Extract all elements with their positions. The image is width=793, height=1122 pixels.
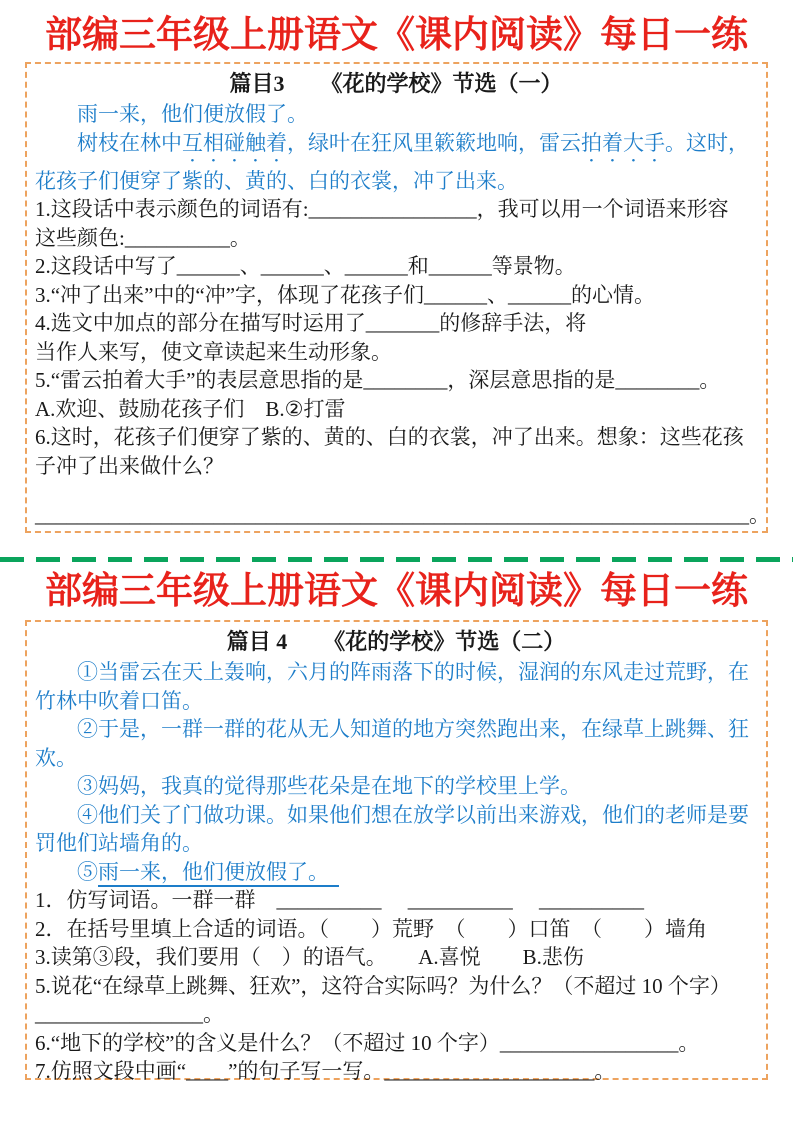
section2-passage-paragraph-4: ④他们关了门做功课。如果他们想在放学以前出来游戏，他们的老师是要罚他们站墙角的。 — [35, 802, 749, 855]
passage-text: 雨一来，他们便放假了。 — [77, 102, 308, 126]
question-4-line-1: 4.选文中加点的部分在描写时运用了_______的修辞手法，将 — [35, 311, 587, 335]
question-3: 3.“冲了出来”中的“冲”字，体现了花孩子们______、______的心情。 — [35, 282, 656, 307]
section1-number: 篇目3 — [229, 71, 285, 96]
question-6: 6.“地下的学校”的含义是什么？（不超过 10 个字）_________________。 — [35, 1030, 700, 1055]
section2-title: 《花的学校》节选（二） — [323, 629, 566, 654]
worksheet-title-bottom: 部编三年级上册语文《课内阅读》每日一练 — [45, 571, 748, 612]
question-4-line-2: 当作人来写，使文章读起来生动形象。 — [35, 339, 392, 364]
section1-box — [25, 62, 768, 533]
passage-text: 。这时，花孩子们便穿了紫的、黄的、白的衣裳，冲了出来。 — [35, 130, 749, 193]
section2-number: 篇目 4 — [226, 629, 288, 654]
section2-heading — [35, 626, 757, 658]
question-5-line-2: ________________。 — [35, 1002, 224, 1026]
question-7: 7.仿照文段中画“____”的句子写一写。____________________。 — [35, 1059, 616, 1083]
worksheet-title-top: 部编三年级上册语文《课内阅读》每日一练 — [45, 15, 748, 56]
section2-passage-paragraph-1: ①当雷云在天上轰响，六月的阵雨落下的时候，湿润的东风走过荒野，在竹林中吹着口笛。 — [35, 660, 749, 713]
question-3: 3.读第③段，我们要用（ ）的语气。 A.喜悦 B.悲伤 — [35, 945, 584, 969]
section2-passage-paragraph-5 — [35, 858, 757, 887]
emphasis-dotted-text: 拍着大手 — [581, 130, 665, 155]
passage-text: 树枝在林中 — [77, 130, 182, 155]
question-1: 1．仿写词语。一群一群 __________ __________ __________ — [35, 888, 644, 912]
question-5-line-1: 5.说花“在绿草上跳舞、狂欢”，这符合实际吗？为什么？（不超过 10 个字） — [35, 973, 731, 998]
question-6-line-1: 6.这时，花孩子们便穿了紫的、黄的、白的衣裳，冲了出来。想象：这些花孩 — [35, 425, 744, 449]
question-5: 5.“雷云拍着大手”的表层意思指的是________，深层意思指的是________。 — [35, 368, 721, 392]
question-6-line-2: 子冲了出来做什么？ — [35, 453, 224, 478]
question-2: 2.这段话中写了______、______、______和______等景物。 — [35, 254, 576, 278]
section-divider — [0, 557, 793, 562]
section1-passage-line-2 — [35, 129, 757, 196]
question-1-line-2: 这些颜色:__________。 — [35, 225, 251, 250]
section1-title: 《花的学校》节选（一） — [320, 71, 563, 96]
section2-passage-paragraph-2: ②于是，一群一群的花从无人知道的地方突然跑出来，在绿草上跳舞、狂欢。 — [35, 717, 749, 770]
question-1-line-1: 1.这段话中表示颜色的词语有:________________，我可以用一个词语来形容 — [35, 197, 729, 221]
question-2: 2．在括号里填上合适的词语。（ ）荒野 （ ）口笛 （ ）墙角 — [35, 916, 707, 941]
passage-text: ，绿叶在狂风里簌簌地响，雷云 — [287, 130, 581, 155]
answer-blank-line: ____________________________________________________________________。 — [35, 503, 770, 527]
emphasis-dotted-text: 互相碰触着 — [182, 130, 287, 155]
question-5-options: A.欢迎、鼓励花孩子们 B.②打雷 — [35, 396, 346, 421]
section2-box — [25, 620, 768, 1083]
section2-passage-paragraph-3: ③妈妈，我真的觉得那些花朵是在地下的学校里上学。 — [77, 774, 581, 798]
section1-passage-line-1 — [35, 100, 757, 129]
paragraph-number: ⑤ — [77, 859, 98, 884]
underlined-sentence: 雨一来，他们便放假了。 — [98, 860, 339, 887]
section1-heading — [35, 68, 757, 100]
